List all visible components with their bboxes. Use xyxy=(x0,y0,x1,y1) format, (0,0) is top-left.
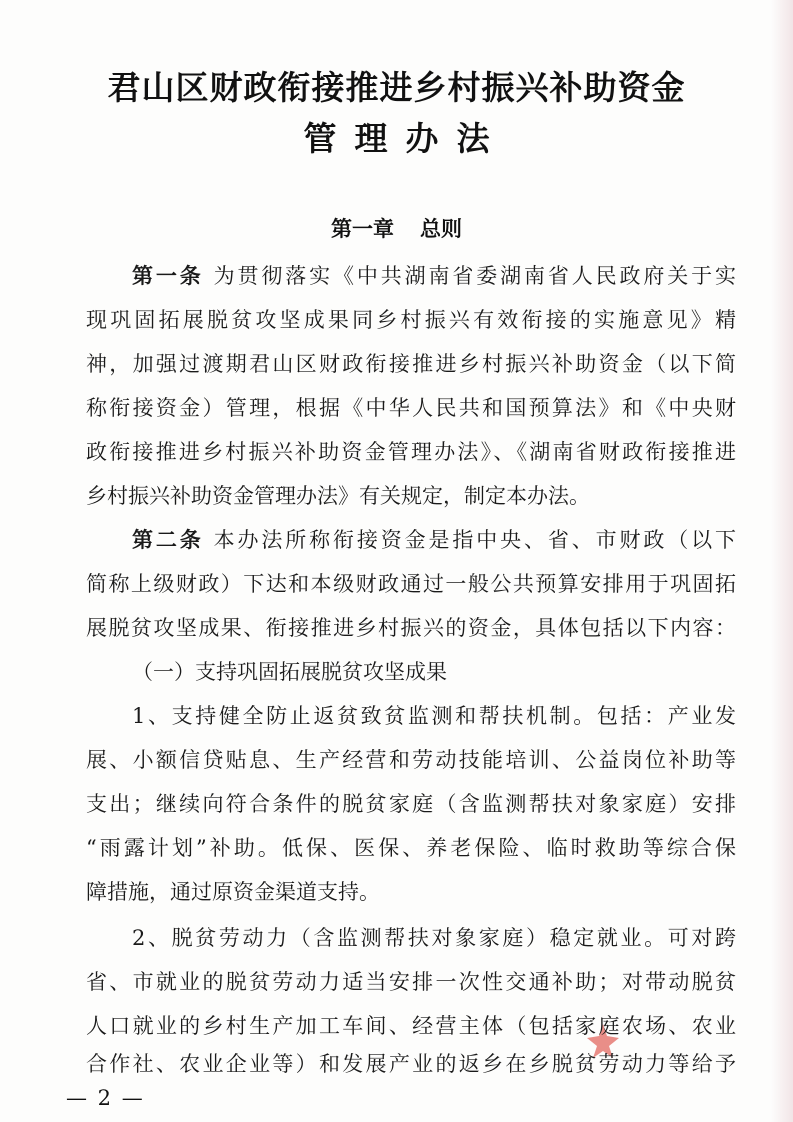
article2-line: 简称上级财政）下达和本级财政通过一般公共预算安排用于巩固拓 xyxy=(86,572,736,596)
item2-line: 省、市就业的脱贫劳动力适当安排一次性交通补助；对带动脱贫 xyxy=(86,970,736,994)
article1-text: 为贯彻落实《中共湖南省委湖南省人民政府关于实 xyxy=(213,264,736,288)
section1-heading: （一）支持巩固拓展脱贫攻坚成果 xyxy=(132,660,447,684)
chapter-heading xyxy=(0,213,793,243)
page-number: — 2 — xyxy=(66,1086,145,1110)
scan-edge-shadow xyxy=(771,0,793,1122)
item2-line: 人口就业的乡村生产加工车间、经营主体（包括家庭农场、农业 xyxy=(86,1014,736,1038)
article1-line: 神，加强过渡期君山区财政衔接推进乡村振兴补助资金（以下简 xyxy=(86,352,736,376)
article2-line xyxy=(132,526,736,554)
article1-line xyxy=(132,262,736,290)
chapter-name: 总则 xyxy=(420,217,462,241)
item1-line: 障措施，通过原资金渠道支持。 xyxy=(86,880,380,904)
item2-line: 2、脱贫劳动力（含监测帮扶对象家庭）稳定就业。可对跨 xyxy=(132,926,736,950)
item1-line: “雨露计划”补助。低保、医保、养老保险、临时救助等综合保 xyxy=(86,836,736,860)
article2-text: 本办法所称衔接资金是指中央、省、市财政（以下 xyxy=(213,528,736,552)
item2-line: 合作社、农业企业等）和发展产业的返乡在乡脱贫劳动力等给予 xyxy=(86,1052,736,1076)
article2-label: 第二条 xyxy=(132,528,204,552)
item1-line: 1、支持健全防止返贫致贫监测和帮扶机制。包括：产业发 xyxy=(132,704,736,728)
item1-line: 展、小额信贷贴息、生产经营和劳动技能培训、公益岗位补助等 xyxy=(86,748,736,772)
document-title-line2: 管理办法 xyxy=(303,119,508,158)
item1-line: 支出；继续向符合条件的脱贫家庭（含监测帮扶对象家庭）安排 xyxy=(86,792,736,816)
article1-line: 称衔接资金）管理，根据《中华人民共和国预算法》和《中央财 xyxy=(86,396,736,420)
article1-line: 现巩固拓展脱贫攻坚成果同乡村振兴有效衔接的实施意见》精 xyxy=(86,308,736,332)
article2-line: 展脱贫攻坚成果、衔接推进乡村振兴的资金，具体包括以下内容： xyxy=(86,616,736,640)
document-title-line1: 君山区财政衔接推进乡村振兴补助资金 xyxy=(107,68,686,107)
chapter-number: 第一章 xyxy=(331,217,394,241)
article1-line: 乡村振兴补助资金管理办法》有关规定，制定本办法。 xyxy=(86,484,590,508)
article1-line: 政衔接推进乡村振兴补助资金管理办法》、《湖南省财政衔接推进 xyxy=(86,440,736,464)
article1-label: 第一条 xyxy=(132,264,204,288)
